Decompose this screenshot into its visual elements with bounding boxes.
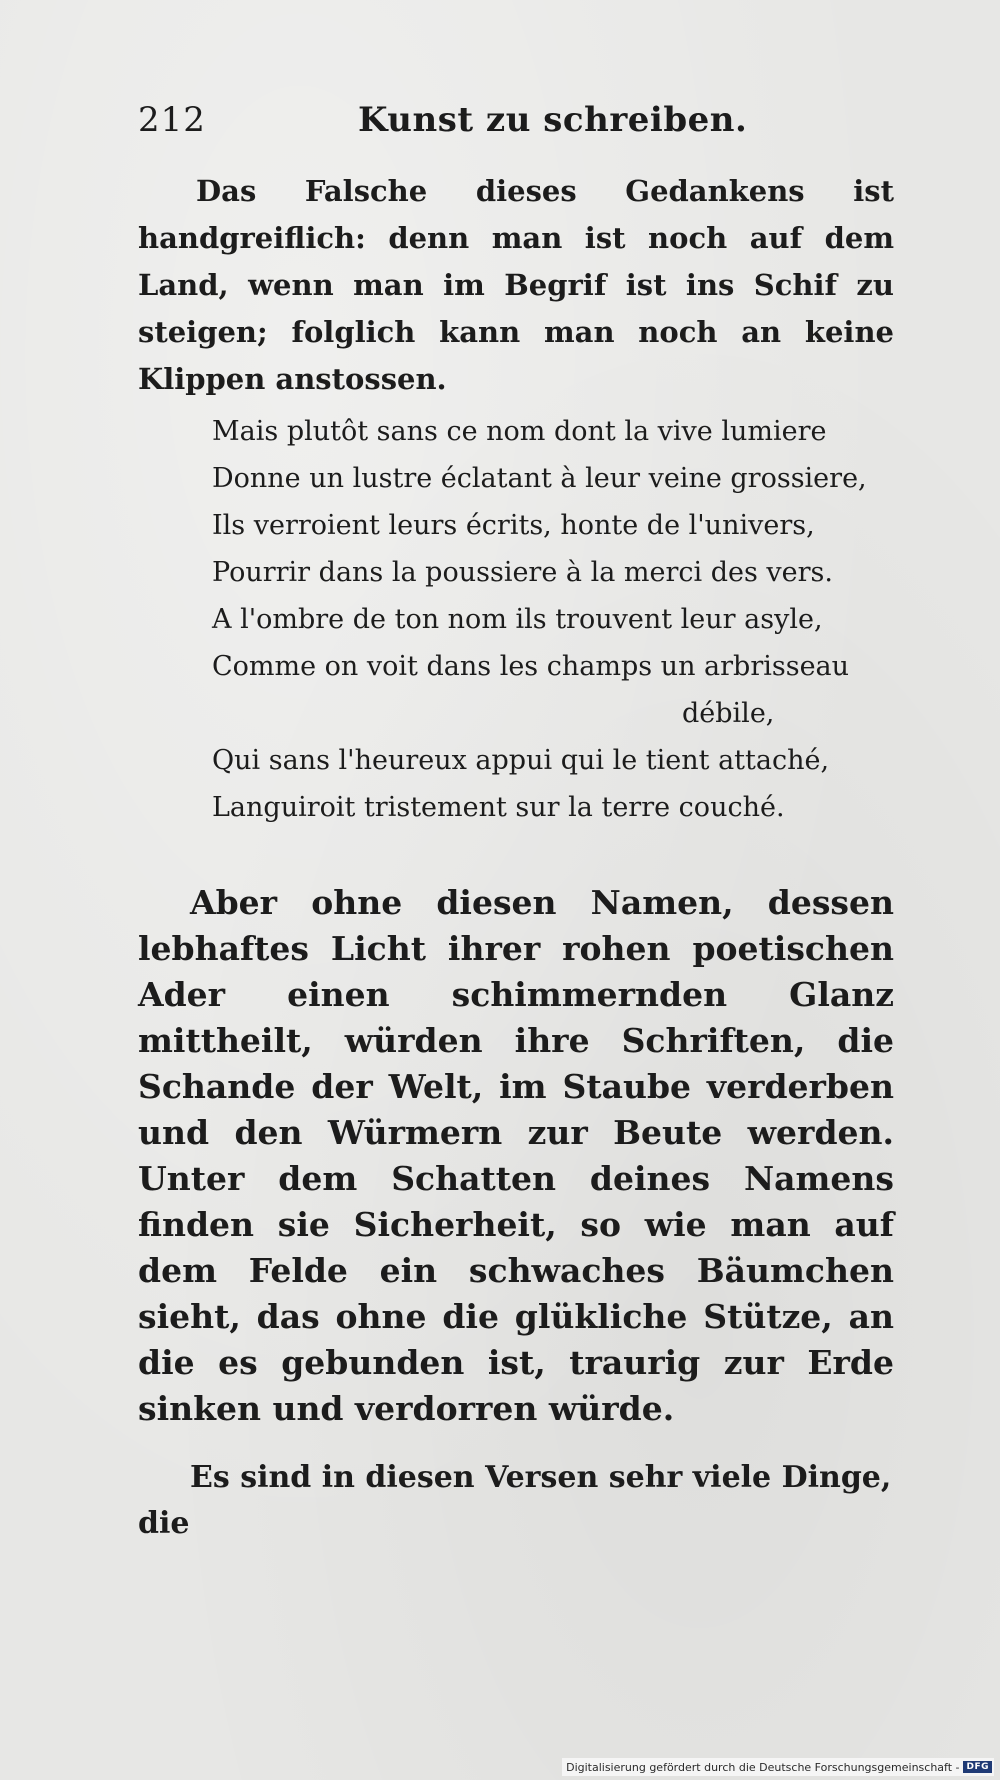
paragraph-2-translation: Aber ohne diesen Namen, dessen lebhaftes Licht ihrer rohen poetischen Ader einen schimmernden Glanz mittheilt, würden ihre Schriften, die Schande der Welt, im Staube verderben und den Würmern zur Beute werden. Unter dem Schatten deines Namens finden sie Sicherheit, so wie man auf dem Felde ein schwaches Bäumchen sieht, das ohne die glükliche Stütze, an die es gebunden ist, traurig zur Erde sinken und verdorren würde. — [138, 883, 894, 1428]
paragraph-3: Es sind in diesen Versen sehr viele Dinge, die — [138, 1460, 892, 1541]
digitization-credit-text: Digitalisierung gefördert durch die Deutsche Forschungsgemeinschaft - — [566, 1760, 960, 1774]
dfg-logo: DFG — [963, 1761, 992, 1773]
running-head: Kunst zu schreiben. — [358, 100, 748, 140]
verse-line-4: Pourrir dans la poussiere à la merci des vers. — [212, 557, 833, 588]
page-header — [138, 100, 898, 150]
verse-line-8: Languiroit tristement sur la terre couché. — [212, 792, 785, 823]
verse-line-6-continuation: débile, — [682, 698, 775, 729]
verse-line-2: Donne un lustre éclatant à leur veine grossiere, — [212, 463, 867, 494]
paragraph-1: Das Falsche dieses Gedankens ist handgreiflich: denn man ist noch auf dem Land, wenn man im Begrif ist ins Schif zu steigen; folglich kann man noch an keine Klippen anstossen. — [138, 174, 894, 396]
verse-line-7: Qui sans l'heureux appui qui le tient attaché, — [212, 745, 830, 776]
verse-line-6: Comme on voit dans les champs un arbrisseau — [212, 651, 850, 682]
verse-line-1: Mais plutôt sans ce nom dont la vive lumiere — [212, 416, 827, 447]
french-verse-quotation — [212, 408, 902, 831]
digitization-credit — [562, 1758, 994, 1776]
verse-line-5: A l'ombre de ton nom ils trouvent leur asyle, — [212, 604, 823, 635]
page-number: 212 — [138, 100, 206, 140]
verse-line-3: Ils verroient leurs écrits, honte de l'univers, — [212, 510, 815, 541]
